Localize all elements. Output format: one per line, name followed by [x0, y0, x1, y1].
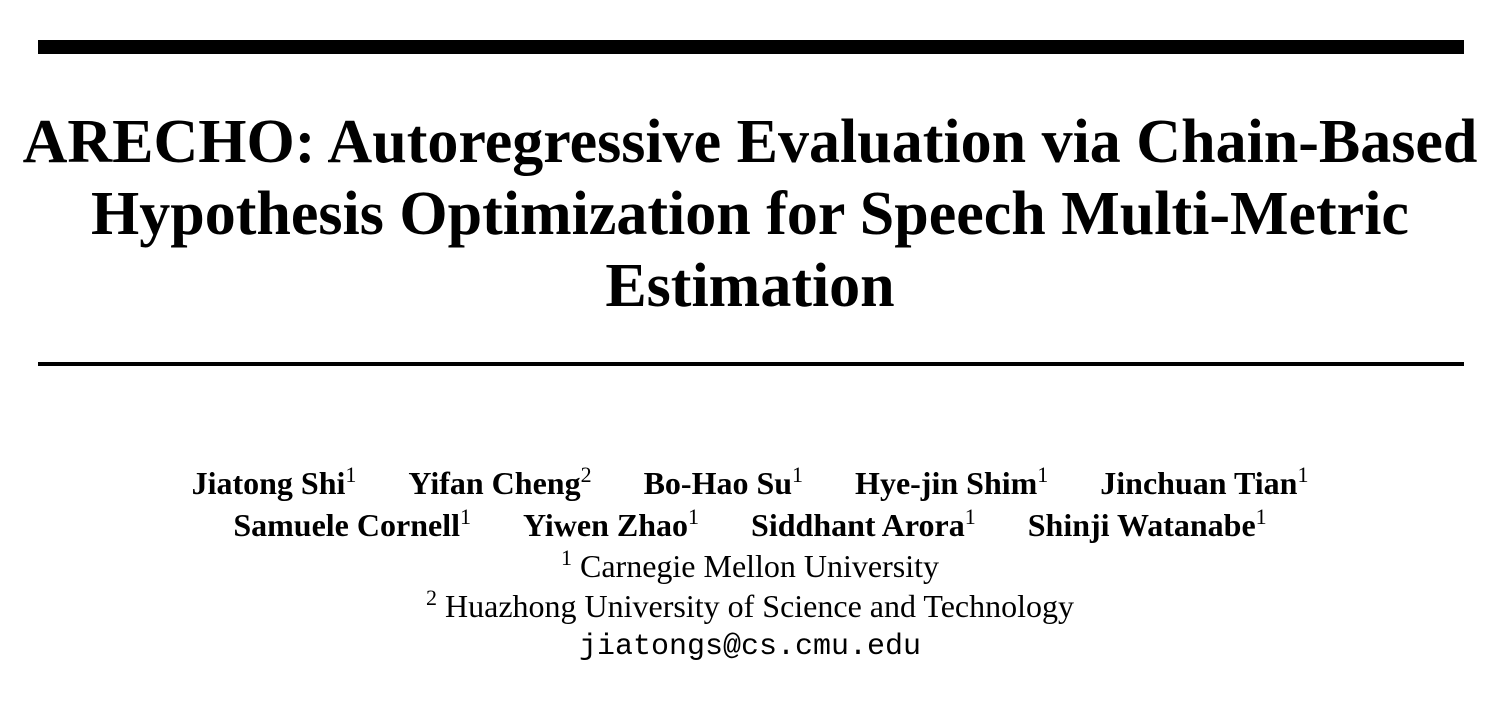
affiliation-mark: 1	[560, 545, 572, 570]
author-name: Siddhant Arora	[751, 507, 965, 543]
affiliation-mark: 1	[1255, 504, 1267, 529]
author-name: Yifan Cheng	[408, 465, 581, 501]
affiliation-name: Carnegie Mellon University	[579, 548, 940, 584]
affiliation-mark: 1	[964, 504, 976, 529]
author	[233, 504, 471, 546]
affiliation-mark: 1	[792, 462, 804, 487]
author-name: Shinji Watanabe	[1027, 507, 1256, 543]
top-rule	[38, 40, 1464, 54]
author	[751, 504, 976, 546]
author	[192, 462, 357, 504]
affiliation-mark: 1	[1037, 462, 1049, 487]
affiliation	[0, 546, 1500, 586]
author-line	[0, 462, 1500, 504]
author-name: Jinchuan Tian	[1100, 465, 1298, 501]
title-line: Estimation	[605, 252, 895, 320]
affiliation-mark: 1	[688, 504, 700, 529]
paper-title	[20, 106, 1480, 322]
author-line	[0, 504, 1500, 546]
author	[1028, 504, 1267, 546]
author	[1100, 462, 1308, 504]
affiliation	[0, 586, 1500, 626]
title-line: Hypothesis Optimization for Speech Multi-Metric	[91, 180, 1409, 248]
affiliation-mark: 1	[459, 504, 471, 529]
title-line: ARECHO: Autoregressive Evaluation via Chain-Based	[22, 108, 1478, 176]
affiliation-mark: 1	[345, 462, 357, 487]
author-name: Bo-Hao Su	[643, 465, 793, 501]
affiliation-name: Huazhong University of Science and Technology	[445, 588, 1074, 624]
author	[855, 462, 1048, 504]
contact-email[interactable]: jiatongs@cs.cmu.edu	[578, 630, 922, 664]
affiliation-mark: 1	[1297, 462, 1309, 487]
bottom-rule	[38, 362, 1464, 366]
author	[408, 462, 591, 504]
author-name: Samuele Cornell	[233, 507, 460, 543]
author-name: Hye-jin Shim	[855, 465, 1038, 501]
author-name: Jiatong Shi	[191, 465, 346, 501]
author-name: Yiwen Zhao	[522, 507, 689, 543]
author	[644, 462, 803, 504]
author-block	[0, 462, 1500, 668]
author	[523, 504, 699, 546]
affiliation-mark: 2	[580, 462, 592, 487]
affiliation-mark: 2	[426, 585, 437, 610]
